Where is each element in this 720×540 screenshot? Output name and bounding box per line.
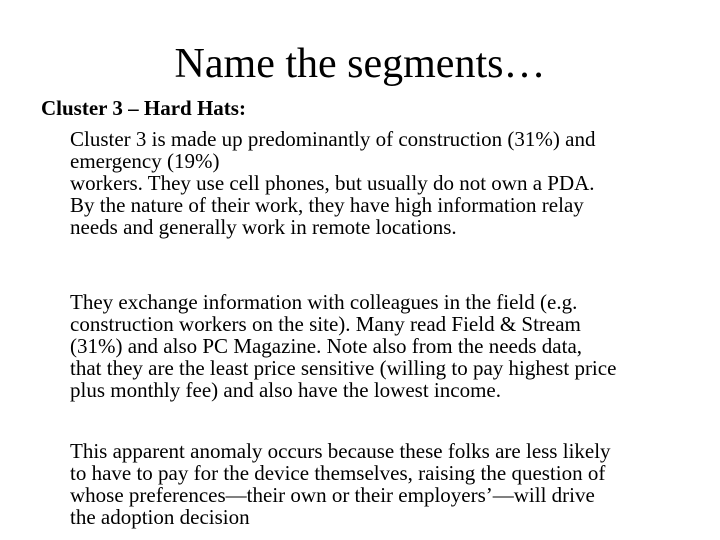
text-line: whose preferences—their own or their employers’—will drive bbox=[70, 483, 595, 507]
text-line: (31%) and also PC Magazine. Note also from the needs data, bbox=[70, 334, 583, 358]
text-line: to have to pay for the device themselves, raising the question of bbox=[70, 461, 606, 485]
text-line: They exchange information with colleagues in the field (e.g. bbox=[70, 290, 578, 314]
text-line: the adoption decision bbox=[70, 505, 250, 529]
paragraph-information-exchange bbox=[70, 291, 715, 401]
text-line: plus monthly fee) and also have the lowest income. bbox=[70, 378, 501, 402]
text-line: emergency (19%) bbox=[70, 149, 220, 173]
text-line: construction workers on the site). Many read Field & Stream bbox=[70, 312, 581, 336]
paragraph-anomaly bbox=[70, 440, 715, 528]
text-line: Cluster 3 is made up predominantly of construction (31%) and bbox=[70, 127, 596, 151]
text-line: workers. They use cell phones, but usually do not own a PDA. bbox=[70, 171, 595, 195]
text-line: By the nature of their work, they have high information relay bbox=[70, 193, 584, 217]
text-line: that they are the least price sensitive (willing to pay highest price bbox=[70, 356, 617, 380]
cluster-heading: Cluster 3 – Hard Hats: bbox=[41, 96, 246, 120]
slide-title: Name the segments… bbox=[174, 41, 546, 87]
paragraph-cluster-profile bbox=[70, 128, 715, 238]
text-line: needs and generally work in remote locations. bbox=[70, 215, 457, 239]
text-line: This apparent anomaly occurs because these folks are less likely bbox=[70, 439, 611, 463]
